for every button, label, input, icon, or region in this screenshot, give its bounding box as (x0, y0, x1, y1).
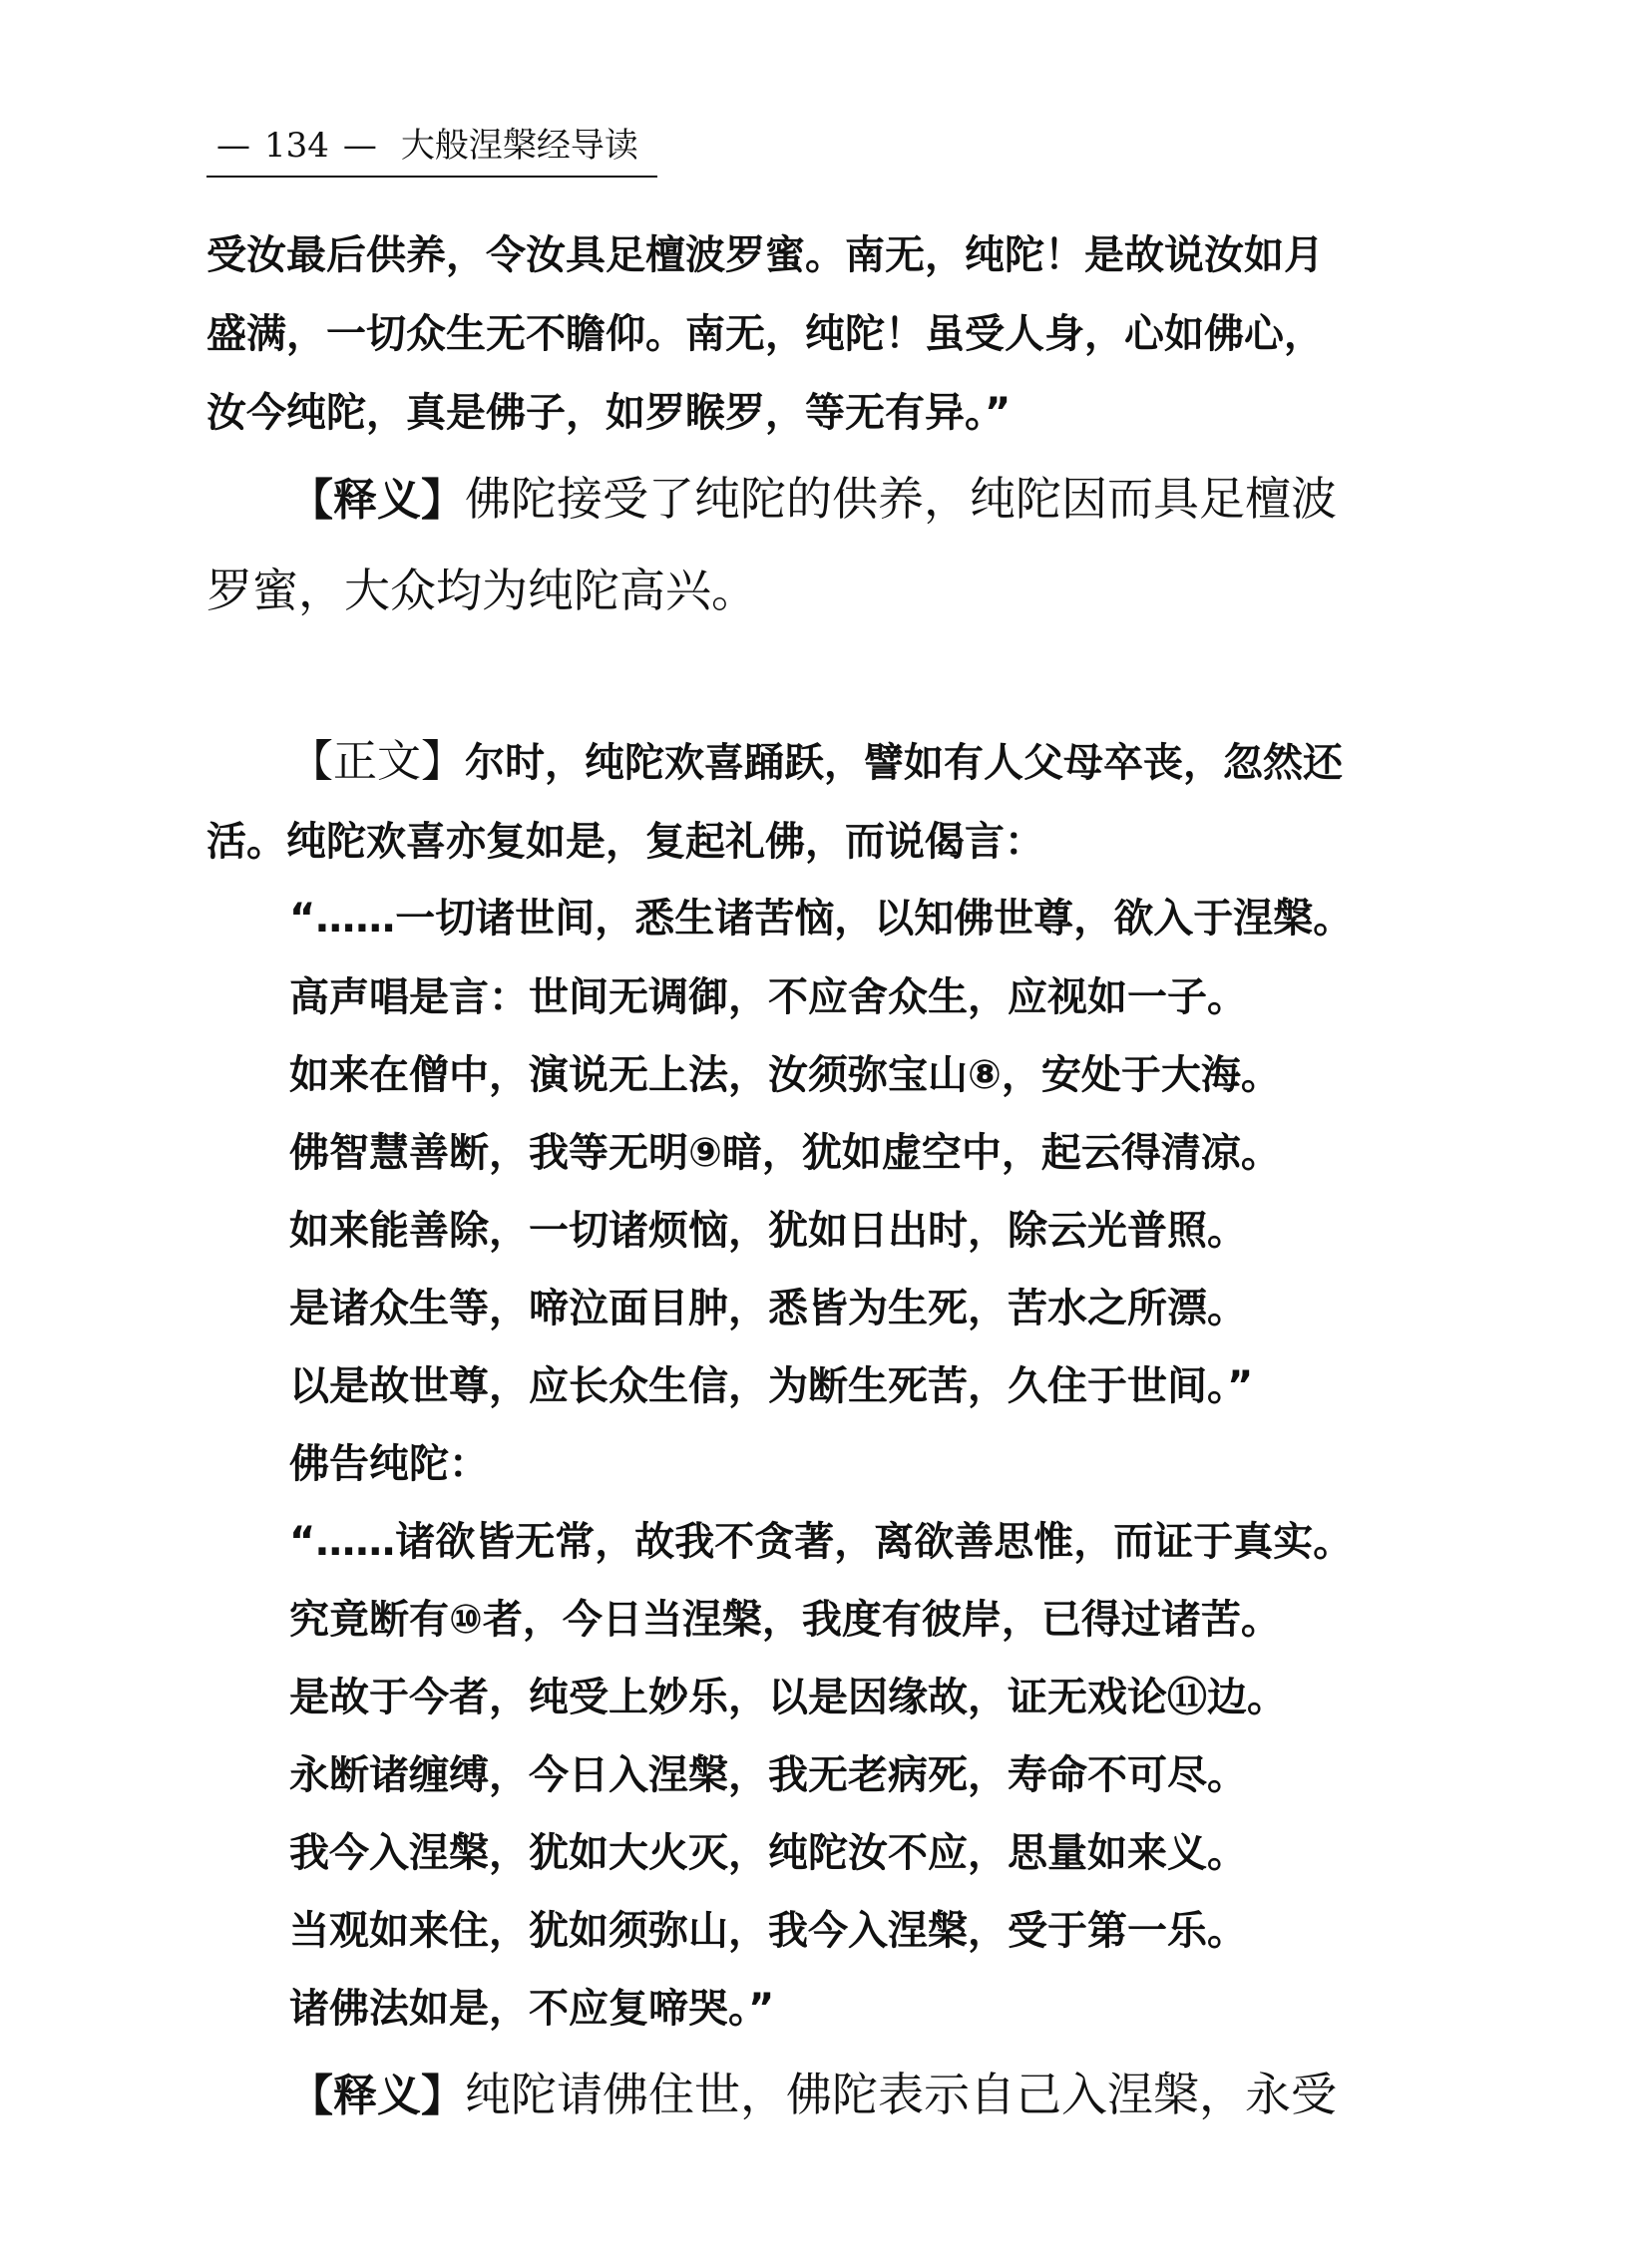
buddha-says-line: 佛告纯陀： (289, 1441, 489, 1487)
explanation-1-line-2: 罗蜜，大众均为纯陀高兴。 (206, 564, 757, 617)
verse-1-line-5: 如来能善除，一切诸烦恼，犹如日出时，除云光普照。 (289, 1208, 1247, 1254)
main-text-line-1 (289, 736, 1343, 789)
explanation-2-line-1 (289, 2065, 1337, 2126)
verse-1-line-6: 是诸众生等，啼泣面目肿，悉皆为生死，苦水之所漂。 (289, 1286, 1247, 1331)
verse-2-line-2: 究竟断有⑩者，今日当涅槃，我度有彼岸，已得过诸苦。 (289, 1597, 1281, 1643)
header-dash-right: — (342, 126, 377, 166)
verse-2-line-1: “……诸欲皆无常，故我不贪著，离欲善思惟，而证于真实。 (289, 1519, 1354, 1565)
header-dash-left: — (216, 126, 250, 166)
explanation-tag: 【释义】 (289, 475, 465, 526)
explanation-2-tag: 【释义】 (289, 2071, 465, 2121)
verse-2-line-5: 我今入涅槃，犹如大火灭，纯陀汝不应，思量如来义。 (289, 1830, 1247, 1876)
verse-1-line-2: 高声唱是言：世间无调御，不应舍众生，应视如一子。 (289, 974, 1247, 1020)
main-text-1: 尔时，纯陀欢喜踊跃，譬如有人父母卒丧，忽然还 (465, 740, 1343, 786)
verse-2-line-7: 诸佛法如是，不应复啼哭。” (289, 1986, 775, 2032)
verse-1-line-3: 如来在僧中，演说无上法，汝须弥宝山⑧，安处于大海。 (289, 1052, 1281, 1098)
explanation-2-text-1: 纯陀请佛住世，佛陀表示自己入涅槃，永受 (465, 2068, 1337, 2121)
page-number: 134 (264, 126, 329, 166)
main-text-line-2: 活。纯陀欢喜亦复如是，复起礼佛，而说偈言： (206, 819, 1044, 865)
sutra-line-3: 汝今纯陀，真是佛子，如罗睺罗，等无有异。” (206, 390, 1012, 436)
verse-1-line-1: “……一切诸世间，悉生诸苦恼，以知佛世尊，欲入于涅槃。 (289, 896, 1354, 942)
sutra-line-1: 受汝最后供养，令汝具足檀波罗蜜。南无，纯陀！是故说汝如月 (206, 232, 1324, 278)
explanation-1-line-1 (289, 469, 1337, 531)
sutra-line-2: 盛满，一切众生无不瞻仰。南无，纯陀！虽受人身，心如佛心， (206, 311, 1324, 357)
verse-2-line-3: 是故于今者，纯受上妙乐，以是因缘故，证无戏论⑪边。 (289, 1675, 1287, 1720)
verse-1-line-4: 佛智慧善断，我等无明⑨暗，犹如虚空中，起云得清凉。 (289, 1130, 1281, 1176)
book-title: 大般涅槃经导读 (400, 126, 638, 166)
explanation-1-text-1: 佛陀接受了纯陀的供养，纯陀因而具足檀波 (465, 472, 1337, 526)
verse-1-line-7: 以是故世尊，应长众生信，为断生死苦，久住于世间。” (289, 1363, 1254, 1409)
verse-2-line-4: 永断诸缠缚，今日入涅槃，我无老病死，寿命不可尽。 (289, 1752, 1247, 1798)
running-header (206, 120, 657, 178)
verse-2-line-6: 当观如来住，犹如须弥山，我今入涅槃，受于第一乐。 (289, 1908, 1247, 1954)
main-text-tag: 【正文】 (289, 736, 465, 787)
